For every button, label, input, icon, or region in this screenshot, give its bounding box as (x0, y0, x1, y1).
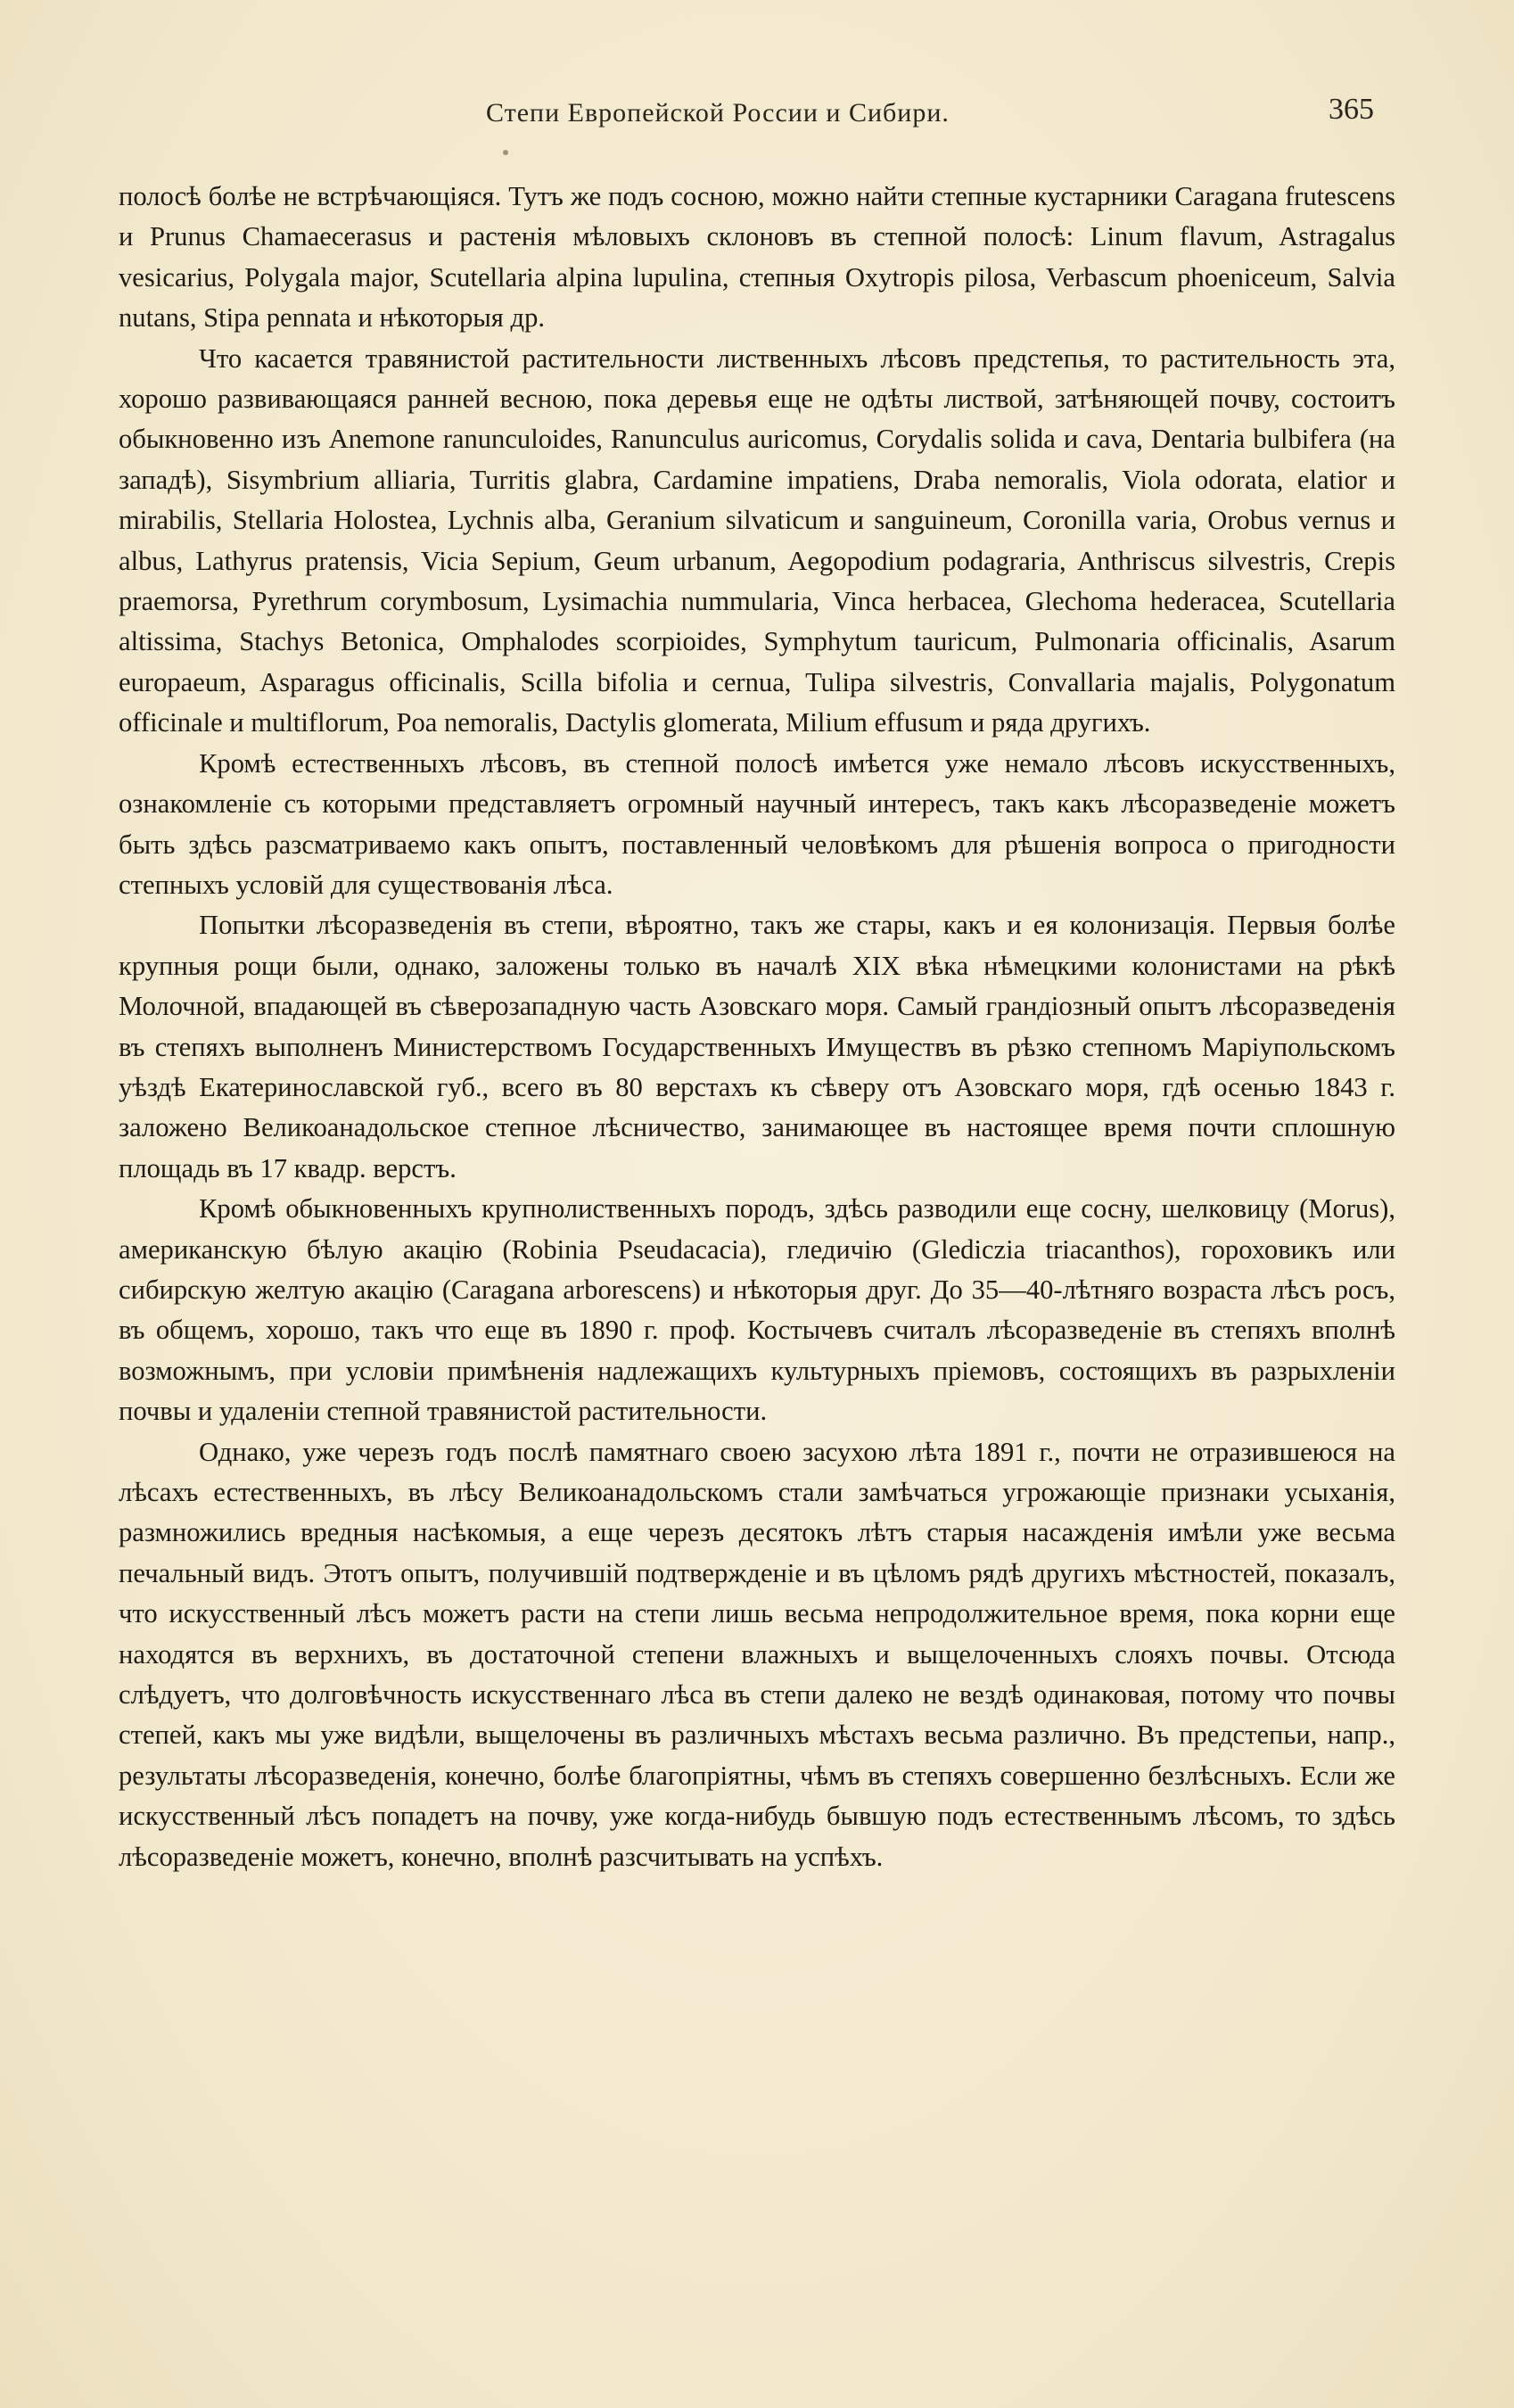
page-number: 365 (1329, 93, 1374, 126)
paragraph-afforestation-attempts: Попытки лѣсоразведенія въ степи, вѣроятно, такъ же стары, какъ и ея колонизація. Первыя болѣе крупныя рощи были, однако, заложены только въ началѣ XIX вѣка нѣмецкими колонистами на рѣкѣ Молочной, впадающей въ сѣверозападную часть Азовскаго моря. Самый грандіозный опытъ лѣсоразведенія въ степяхъ выполненъ Министерствомъ Государственныхъ Имуществъ въ рѣзко степномъ Маріупольскомъ уѣздѣ Екатеринославской губ., всего въ 80 верстахъ къ сѣверу отъ Азовскаго моря, гдѣ осенью 1843 г. заложено Великоанадольское степное лѣсничество, занимающее въ настоящее время почти сплошную площадь въ 17 квадр. верстъ. (119, 910, 1395, 1183)
paragraph-tree-species: Кромѣ обыкновенныхъ крупнолиственныхъ породъ, здѣсь разводили еще сосну, шелковицу (Morus), американскую бѣлую акацію (Robinia Pseudacacia), гледичію (Glediczia triacanthos), гороховикъ или сибирскую желтую акацію (Caragana arborescens) и нѣкоторыя друг. До 35—40-лѣтняго возраста лѣсъ росъ, въ общемъ, хорошо, такъ что еще въ 1890 г. проф. Костычевъ считалъ лѣсоразведеніе въ степяхъ вполнѣ возможнымъ, при условіи примѣненія надлежащихъ культурныхъ пріемовъ, состоящихъ въ разрыхленіи почвы и удаленіи степной травянистой растительности. (119, 1193, 1395, 1427)
paragraph-drought-results: Однако, уже черезъ годъ послѣ памятнаго своею засухою лѣта 1891 г., почти не отразившеюся на лѣсахъ естественныхъ, въ лѣсу Великоанадольскомъ стали замѣчаться угрожающіе признаки усыханія, размножились вредныя насѣкомыя, а еще черезъ десятокъ лѣтъ старыя насажденія имѣли уже весьма печальный видъ. Этотъ опытъ, получившій подтвержденіе и въ цѣломъ рядѣ другихъ мѣстностей, показалъ, что искусственный лѣсъ можетъ расти на степи лишь весьма непродолжительное время, пока корни еще находятся въ верхнихъ, въ достаточной степени влажныхъ и выщелоченныхъ слояхъ почвы. Отсюда слѣдуетъ, что долговѣчность искусственнаго лѣса въ степи далеко не вездѣ одинаковая, потому что почвы степей, какъ мы уже видѣли, выщелочены въ различныхъ мѣстахъ весьма различно. Въ предстепьи, напр., результаты лѣсоразведенія, конечно, болѣе благопріятны, чѣмъ въ степяхъ совершенно безлѣсныхъ. Если же искусственный лѣсъ попадетъ на почву, уже когда-нибудь бывшую подъ естественнымъ лѣсомъ, то здѣсь лѣсоразведеніе можетъ, конечно, вполнѣ разсчитывать на успѣхъ. (119, 1436, 1395, 1872)
paragraph-forest-herbs: Что касается травянистой растительности лиственныхъ лѣсовъ предстепья, то растительность эта, хорошо развивающаяся ранней весною, пока деревья еще не одѣты листвой, затѣняющей почву, состоитъ обыкновенно изъ Anemone ranunculoides, Ranunculus auricomus, Corydalis solida и cava, Dentaria bulbifera (на западѣ), Sisymbrium alliaria, Turritis glabra, Cardamine impatiens, Draba nemoralis, Viola odorata, elatior и mirabilis, Stellaria Holostea, Lychnis alba, Geranium silvaticum и sanguineum, Coronilla varia, Orobus vernus и albus, Lathyrus pratensis, Vicia Sepium, Geum urbanum, Aegopodium podagraria, Anthriscus silvestris, Crepis praemorsa, Pyrethrum corymbosum, Lysimachia nummularia, Vinca herbacea, Glechoma hederacea, Scutellaria altissima, Stachys Betonica, Omphalodes scorpioides, Symphytum tauricum, Pulmonaria officinalis, Asarum europaeum, Asparagus officinalis, Scilla bifolia и cernua, Tulipa silvestris, Convallaria majalis, Polygonatum officinale и multiflorum, Poa nemoralis, Dactylis glomerata, Milium effusum и ряда другихъ. (119, 342, 1395, 738)
paragraph-continued: полосѣ болѣе не встрѣчающіяся. Тутъ же подъ сосною, можно найти степные кустарники Caragana frutescens и Prunus Chamaecerasus и растенія мѣловыхъ склоновъ въ степной полосѣ: Linum flavum, Astragalus vesicarius, Polygala major, Scutellaria alpina lupulina, степныя Oxytropis pilosa, Verbascum phoeniceum, Salvia nutans, Stipa pennata и нѣкоторыя др. (119, 181, 1395, 334)
body-text (119, 177, 1395, 1877)
print-speck (503, 150, 508, 155)
paragraph-artificial-forests: Кромѣ естественныхъ лѣсовъ, въ степной полосѣ имѣется уже немало лѣсовъ искусственныхъ, ознакомленіе съ которыми представляетъ огромный научный интересъ, такъ какъ лѣсоразведеніе можетъ быть здѣсь разсматриваемо какъ опытъ, поставленный человѣкомъ для рѣшенія вопроса о пригодности степныхъ условій для существованія лѣса. (119, 747, 1395, 900)
running-head: Степи Европейской России и Сибири. (486, 98, 950, 128)
